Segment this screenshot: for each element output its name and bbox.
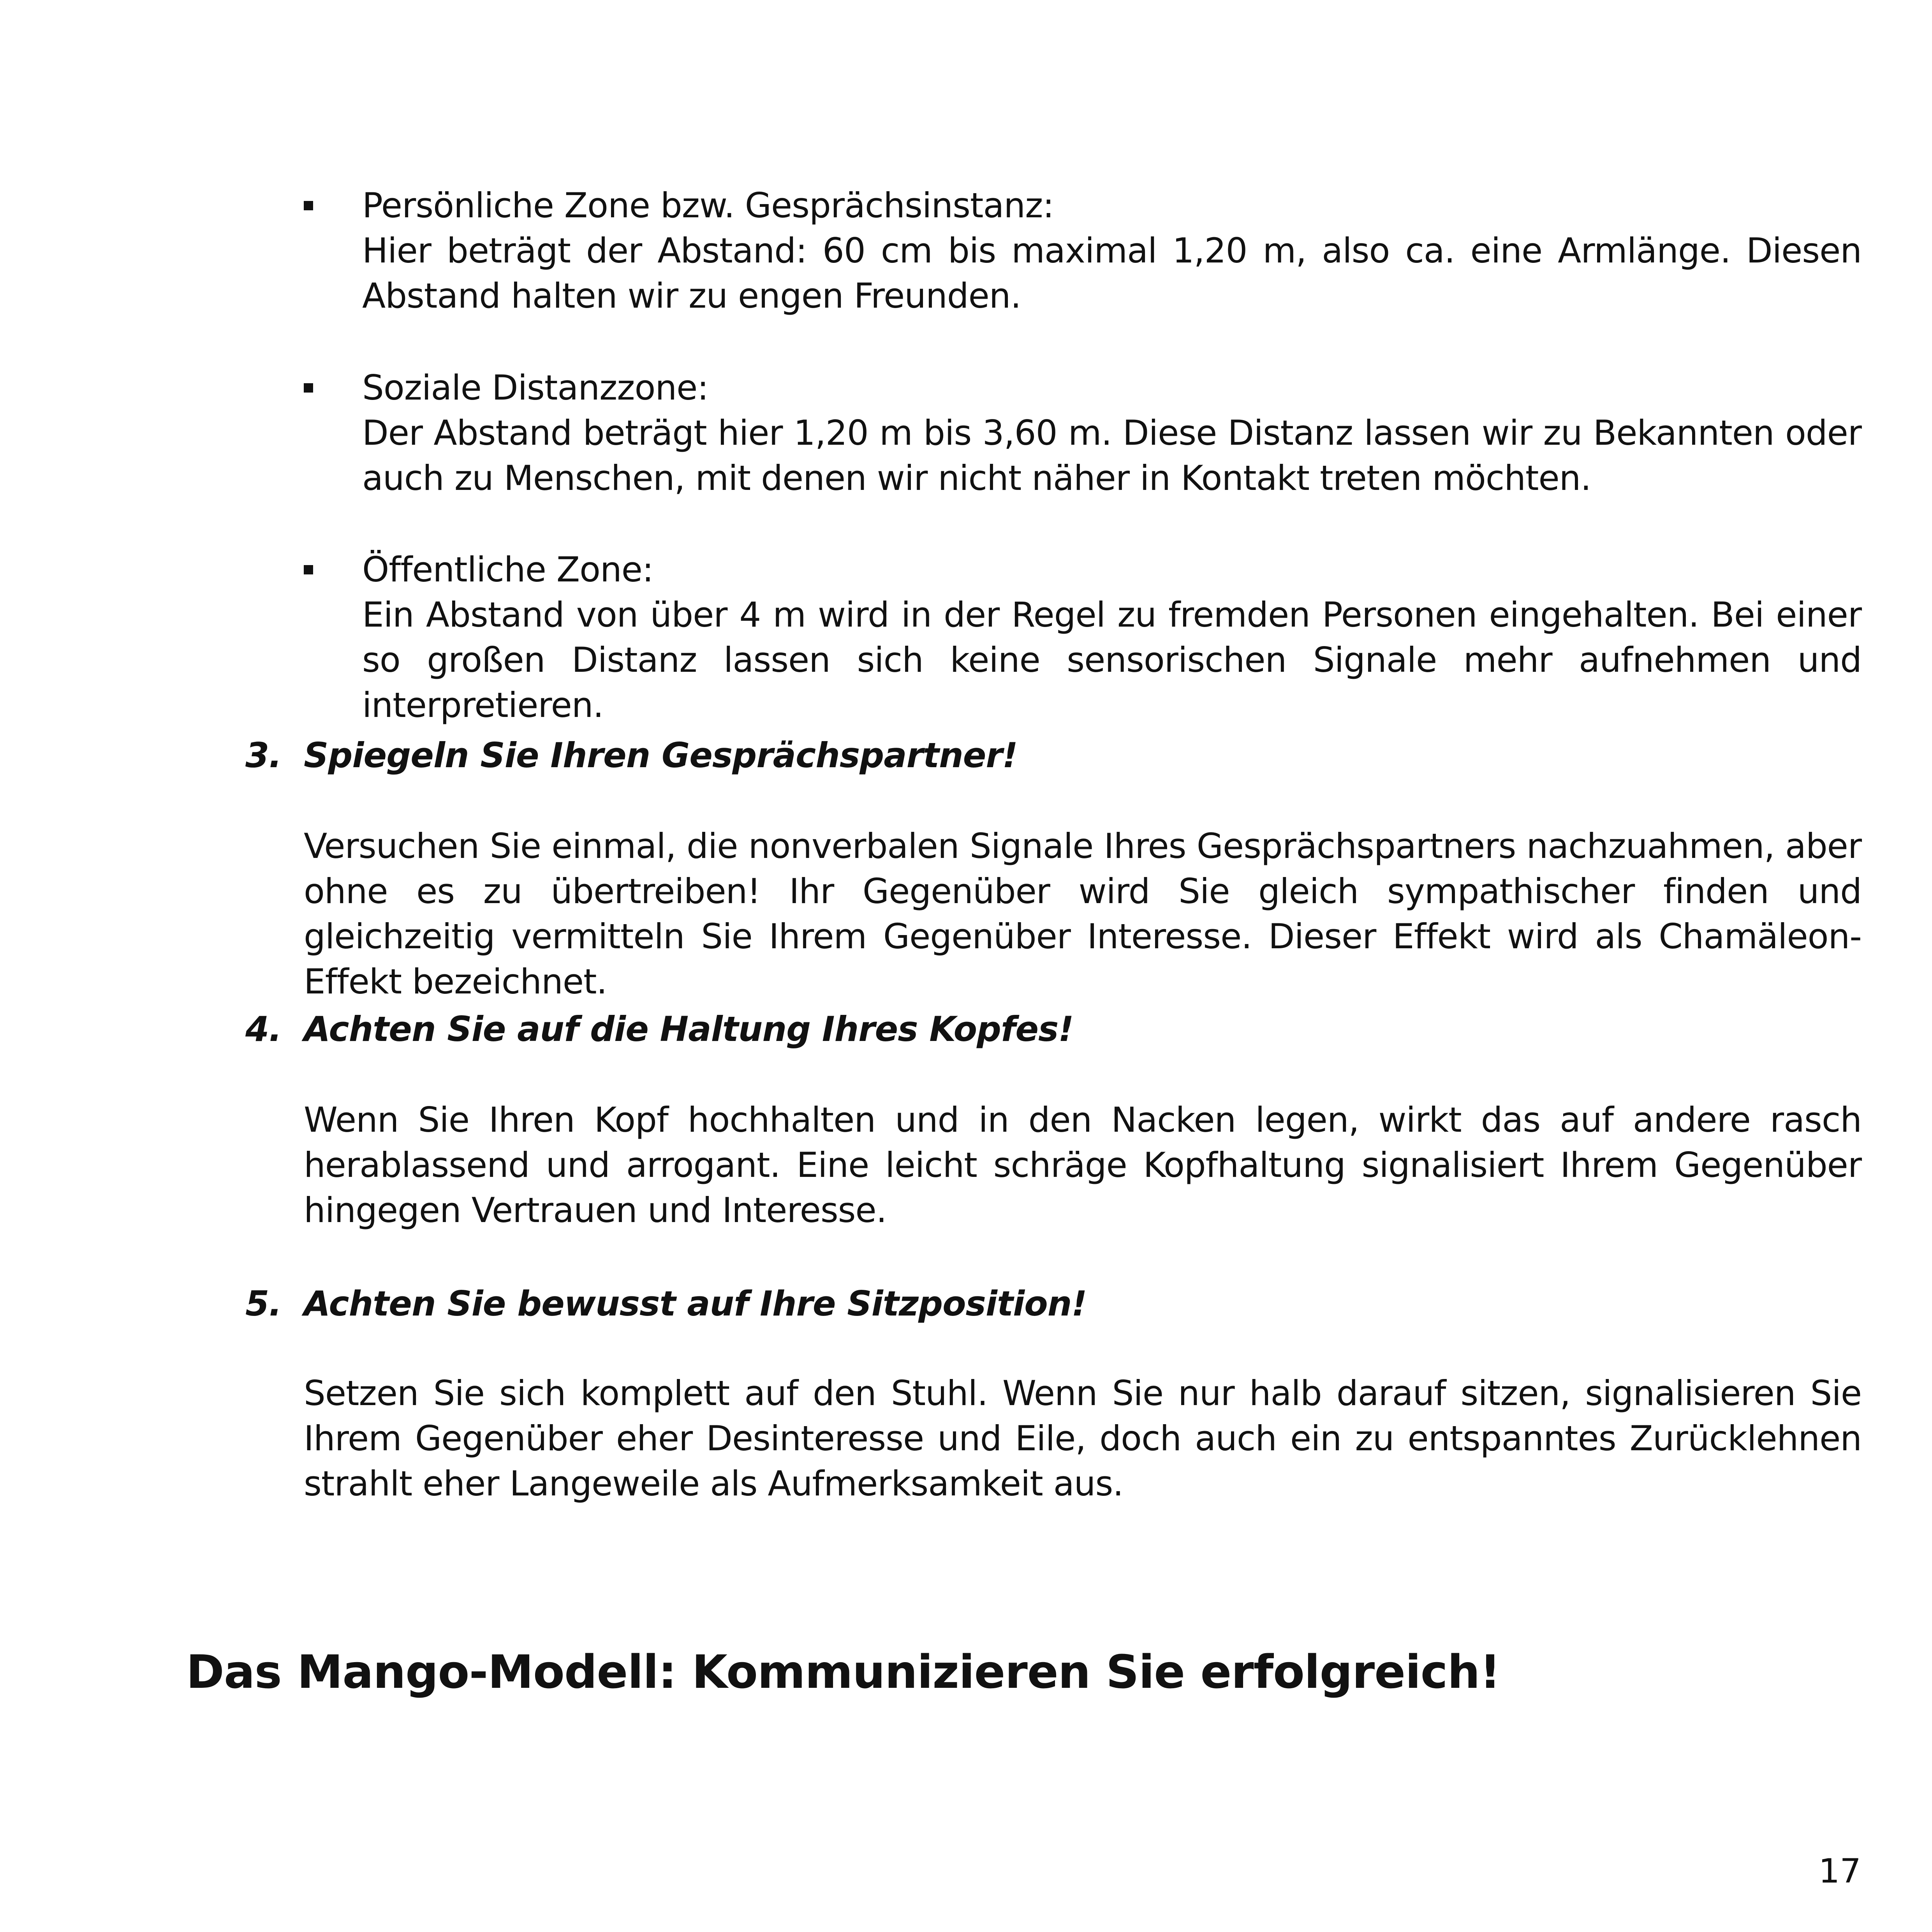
square-bullet-icon [304,565,313,574]
square-bullet-icon [304,383,313,393]
item-number: 3. [245,735,282,775]
square-bullet-icon [304,201,313,210]
bullet-item-social-zone [362,365,1862,501]
page-number: 17 [1818,1852,1861,1891]
bullet-heading: Soziale Distanzzone: [362,368,708,408]
item-title: Spiegeln Sie Ihren Gesprächspartner! [304,735,1018,775]
bullet-heading: Persönliche Zone bzw. Gesprächsinstanz: [362,185,1054,225]
item-number: 4. [245,1009,282,1049]
item-title: Achten Sie bewusst auf Ihre Sitzposition! [304,1284,1087,1324]
item-number: 5. [245,1284,282,1324]
bullet-item-personal-zone [362,183,1862,319]
bullet-heading: Öffentliche Zone: [362,549,653,590]
item-paragraph-4: Wenn Sie Ihren Kopf hochhalten und in den Nacken legen, wirkt das auf andere rasch herablassend und arrogant. Eine leicht schräge Kopfhaltung signalisiert Ihrem Gegenüber hingegen Vertrauen und Interesse. [304,1100,1862,1230]
item-title: Achten Sie auf die Haltung Ihres Kopfes! [304,1009,1074,1049]
bullet-item-public-zone [362,547,1862,728]
bullet-body: Hier beträgt der Abstand: 60 cm bis maximal 1,20 m, also ca. eine Armlänge. Diesen Abstand halten wir zu engen Freunden. [362,231,1862,316]
item-paragraph-5: Setzen Sie sich komplett auf den Stuhl. Wenn Sie nur halb darauf sitzen, signalisieren Sie Ihrem Gegenüber eher Desinteresse und Eile, doch auch ein zu entspanntes Zurücklehnen strahlt eher Langeweile als Aufmerksamkeit aus. [304,1373,1862,1504]
item-paragraph-3: Versuchen Sie einmal, die nonverbalen Signale Ihres Gesprächspartners nachzuahmen, aber ohne es zu übertreiben! Ihr Gegenüber wird Sie gleich sympathischer finden und gleichzeitig vermitteln Sie Ihrem Gegenüber Interesse. Dieser Effekt wird als Chamäleon-Effekt bezeichnet. [304,826,1862,1002]
section-title: Das Mango-Modell: Kommunizieren Sie erfolgreich! [186,1645,1501,1699]
bullet-body: Der Abstand beträgt hier 1,20 m bis 3,60 m. Diese Distanz lassen wir zu Bekannten oder auch zu Menschen, mit denen wir nicht näher in Kontakt treten möchten. [362,413,1862,498]
bullet-body: Ein Abstand von über 4 m wird in der Regel zu fremden Personen eingehalten. Bei einer so großen Distanz lassen sich keine sensorischen Signale mehr aufnehmen und interpretieren. [362,595,1862,725]
